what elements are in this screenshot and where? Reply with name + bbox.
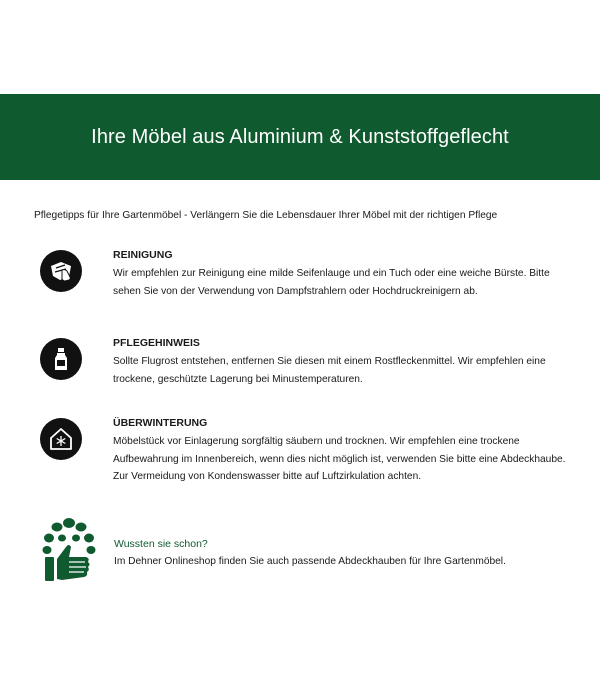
cleaning-cloth-icon xyxy=(40,250,82,292)
section-body: Sollte Flugrost entstehen, entfernen Sie diesen mit einem Rostfleckenmittel. Wir empfehlen eine trockene, geschützte Lagerung bei Minustemperaturen. xyxy=(113,356,546,385)
intro-text: Pflegetipps für Ihre Gartenmöbel - Verlängern Sie die Lebensdauer Ihrer Möbel mit der richtigen Pflege xyxy=(34,210,498,221)
section-title: REINIGUNG xyxy=(113,249,173,261)
section-title: ÜBERWINTERUNG xyxy=(113,417,208,429)
bottle-icon xyxy=(40,338,82,380)
house-snowflake-icon xyxy=(40,418,82,460)
page-title: Ihre Möbel aus Aluminium & Kunststoffgeflecht xyxy=(91,125,509,148)
tip-title: Wussten sie schon? xyxy=(114,538,208,550)
tip-body: Im Dehner Onlineshop finden Sie auch passende Abdeckhauben für Ihre Gartenmöbel. xyxy=(114,556,506,567)
header-banner xyxy=(0,94,600,180)
thumbs-up-leaves-icon xyxy=(40,517,98,583)
section-title: PFLEGEHINWEIS xyxy=(113,337,200,349)
section-body: Wir empfehlen zur Reinigung eine milde Seifenlauge und ein Tuch oder eine weiche Bürste. Bitte sehen Sie von der Verwendung von Dampfstrahlern oder Hochdruckreinigern ab. xyxy=(113,268,550,297)
section-body: Möbelstück vor Einlagerung sorgfältig säubern und trocknen. Wir empfehlen eine trockene Aufbewahrung im Innenbereich, wenn dies nicht möglich ist, verwenden Sie bitte eine Abdeckhaube. Zur Vermeidung von Kondenswasser bitte auf Luftzirkulation achten. xyxy=(113,436,566,482)
